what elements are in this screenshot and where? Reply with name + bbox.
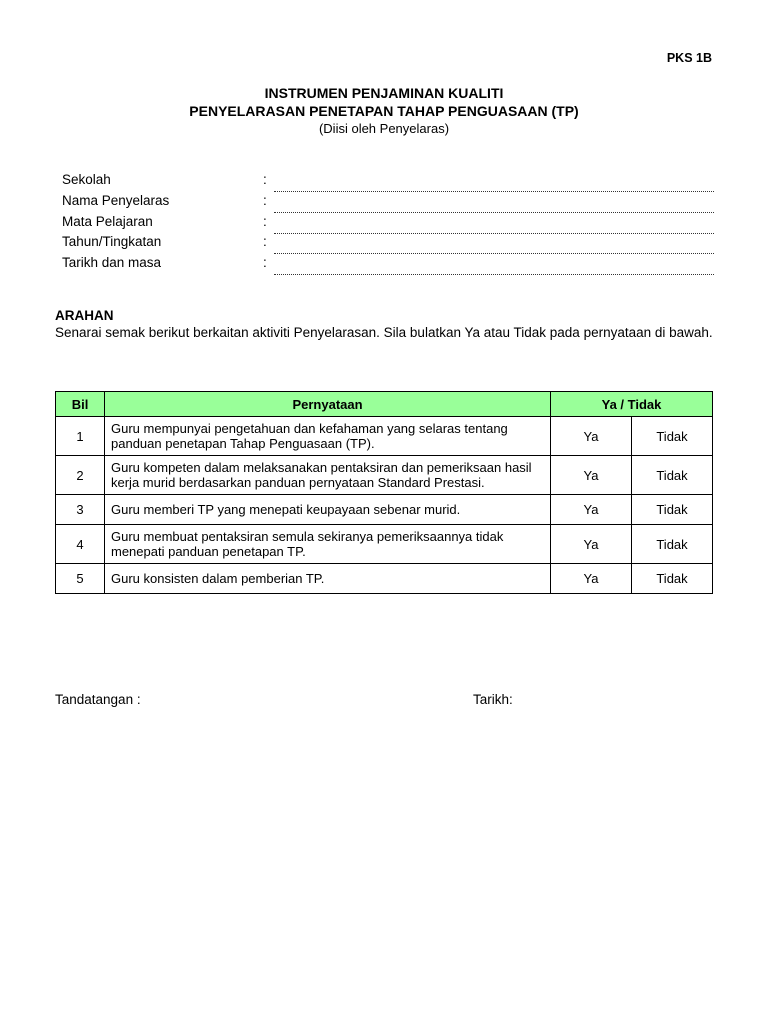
title-line-2: PENYELARASAN PENETAPAN TAHAP PENGUASAAN (TP) bbox=[189, 103, 579, 119]
field-colon: : bbox=[263, 172, 267, 187]
header-bil: Bil bbox=[56, 392, 105, 417]
option-ya[interactable]: Ya bbox=[551, 417, 632, 456]
table-header-row bbox=[56, 392, 713, 417]
field-tahun-tingkatan bbox=[62, 234, 714, 255]
statement-line: Guru mempunyai pengetahuan dan kefahaman yang selaras tentang bbox=[111, 421, 508, 436]
table-row bbox=[56, 525, 713, 564]
instructions-heading: ARAHAN bbox=[55, 308, 114, 323]
statement-line: Guru membuat pentaksiran semula sekiranya pemeriksaannya tidak bbox=[111, 529, 504, 544]
form-code: PKS 1B bbox=[666, 51, 712, 65]
info-fields bbox=[62, 172, 714, 276]
option-tidak[interactable]: Tidak bbox=[632, 417, 713, 456]
table-row bbox=[56, 495, 713, 525]
option-ya[interactable]: Ya bbox=[551, 456, 632, 495]
signature-label: Tandatangan : bbox=[55, 692, 141, 707]
field-colon: : bbox=[263, 213, 267, 229]
row-number: 3 bbox=[56, 495, 105, 525]
option-ya[interactable]: Ya bbox=[551, 564, 632, 594]
checklist-table bbox=[55, 391, 713, 594]
field-label: Mata Pelajaran bbox=[62, 213, 153, 229]
date-label: Tarikh: bbox=[473, 692, 513, 707]
field-label: Sekolah bbox=[62, 172, 111, 187]
option-tidak[interactable]: Tidak bbox=[632, 495, 713, 525]
title-subtitle: (Diisi oleh Penyelaras) bbox=[318, 121, 450, 136]
field-colon: : bbox=[263, 234, 267, 250]
statement-line: kerja murid berdasarkan panduan pernyataan Standard Prestasi. bbox=[111, 475, 485, 490]
field-mata-pelajaran bbox=[62, 214, 714, 235]
instructions-section bbox=[55, 307, 715, 341]
table-row bbox=[56, 417, 713, 456]
statement-line: Guru konsisten dalam pemberian TP. bbox=[111, 571, 325, 586]
option-ya[interactable]: Ya bbox=[551, 495, 632, 525]
statement-line: panduan penetapan Tahap Penguasaan (TP). bbox=[111, 436, 375, 451]
row-statement bbox=[105, 564, 551, 594]
table-row bbox=[56, 456, 713, 495]
row-number: 5 bbox=[56, 564, 105, 594]
field-input-line[interactable] bbox=[274, 274, 714, 275]
header-ya-tidak: Ya / Tidak bbox=[551, 392, 713, 417]
statement-line: menepati panduan penetapan TP. bbox=[111, 544, 306, 559]
table-row bbox=[56, 564, 713, 594]
row-statement bbox=[105, 525, 551, 564]
row-number: 2 bbox=[56, 456, 105, 495]
row-statement bbox=[105, 495, 551, 525]
option-tidak[interactable]: Tidak bbox=[632, 564, 713, 594]
title-line-1: INSTRUMEN PENJAMINAN KUALITI bbox=[264, 85, 504, 101]
option-tidak[interactable]: Tidak bbox=[632, 456, 713, 495]
field-label: Tarikh dan masa bbox=[62, 255, 162, 270]
statement-line: Guru kompeten dalam melaksanakan pentaksiran dan pemeriksaan hasil bbox=[111, 460, 532, 475]
instructions-text: Senarai semak berikut berkaitan aktiviti Penyelarasan. Sila bulatkan Ya atau Tidak pada pernyataan di bawah. bbox=[55, 325, 713, 340]
field-sekolah bbox=[62, 172, 714, 193]
option-tidak[interactable]: Tidak bbox=[632, 525, 713, 564]
field-nama-penyelaras bbox=[62, 193, 714, 214]
form-title bbox=[0, 84, 768, 137]
field-label: Tahun/Tingkatan bbox=[62, 234, 162, 250]
field-tarikh-masa bbox=[62, 255, 714, 276]
row-statement bbox=[105, 456, 551, 495]
field-colon: : bbox=[263, 255, 267, 270]
header-pernyataan: Pernyataan bbox=[105, 392, 551, 417]
row-statement bbox=[105, 417, 551, 456]
row-number: 4 bbox=[56, 525, 105, 564]
statement-line: Guru memberi TP yang menepati keupayaan sebenar murid. bbox=[111, 502, 461, 517]
field-colon: : bbox=[263, 192, 267, 208]
option-ya[interactable]: Ya bbox=[551, 525, 632, 564]
row-number: 1 bbox=[56, 417, 105, 456]
field-label: Nama Penyelaras bbox=[62, 192, 170, 208]
